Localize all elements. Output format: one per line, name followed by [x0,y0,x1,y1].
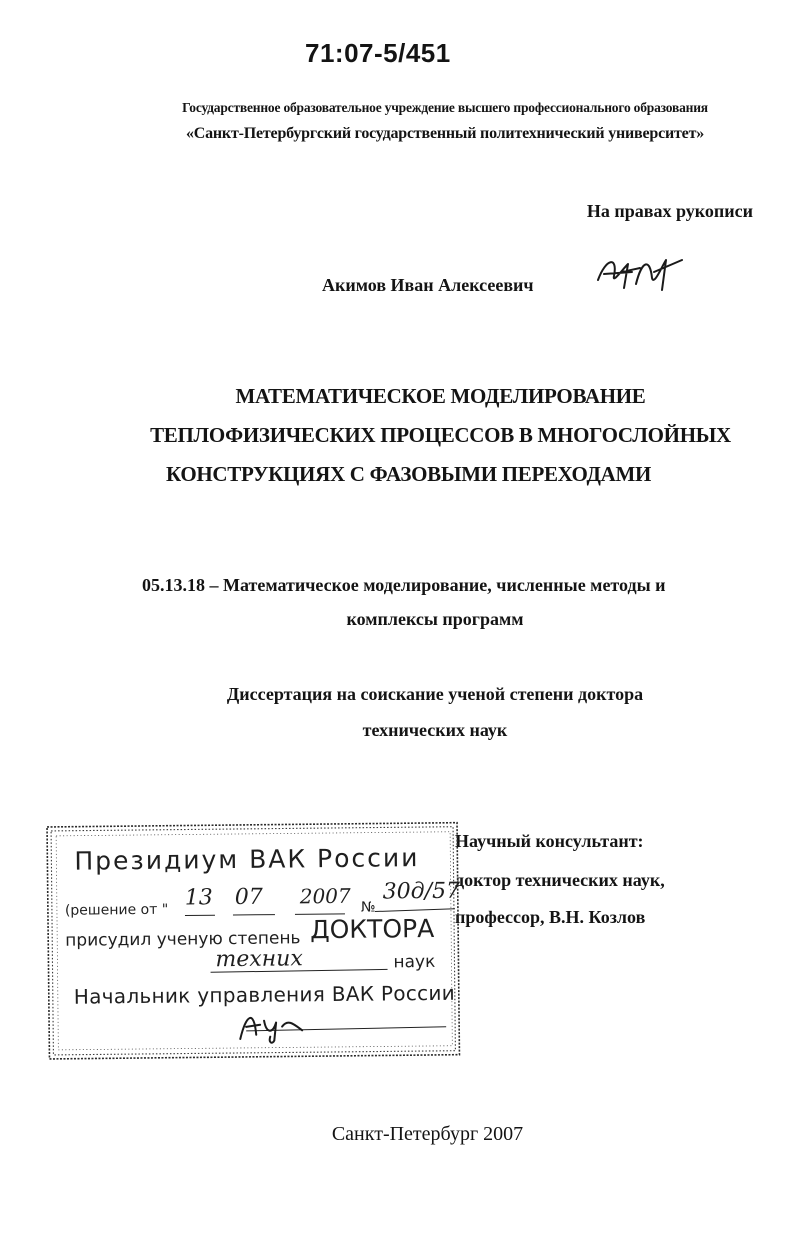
stamp-header: Президиум ВАК России [74,843,420,876]
thesis-title-line-2: ТЕПЛОФИЗИЧЕСКИХ ПРОЦЕССОВ В МНОГОСЛОЙНЫХ [150,423,731,447]
stamp-date-day: 13 [184,885,213,911]
institution-line-2: «Санкт-Петербургский государственный политехнический университет» [185,125,705,142]
stamp-decision-label: (решение от " [64,901,169,919]
thesis-title-line-3: КОНСТРУКЦИЯХ С ФАЗОВЫМИ ПЕРЕХОДАМИ [165,462,652,486]
archive-number: 71:07-5/451 [305,38,451,68]
vak-stamp [44,819,467,1065]
stamp-date-month: 07 [234,884,263,911]
stamp-awarded-label: присудил ученую степень [65,928,301,951]
author-name: Акимов Иван Алексеевич [322,275,534,295]
thesis-title-line-1: МАТЕМАТИЧЕСКОЕ МОДЕЛИРОВАНИЕ [235,384,646,408]
stamp-head-signature [236,1004,306,1045]
specialty-line-2: комплексы программ [346,609,524,629]
manuscript-rights-label: На правах рукописи [586,201,753,221]
advisor-degree: доктор технических наук, [455,870,665,890]
stamp-number-label: № [360,899,376,916]
dissertation-line-1: Диссертация на соискание ученой степени доктора [226,684,644,704]
city-year: Санкт-Петербург 2007 [331,1123,524,1145]
author-signature [592,250,688,296]
stamp-degree-value: ДОКТОРА [309,913,435,945]
advisor-title: Научный консультант: [455,831,644,851]
stamp-date-year: 2007 [299,883,351,909]
stamp-sciences-label: наук [393,951,436,973]
institution-line-1: Государственное образовательное учреждение высшего профессионального образования [182,100,708,115]
stamp-field-value: техних [215,946,303,973]
stamp-number-value: 30д/57 [382,878,461,905]
advisor-name: профессор, В.Н. Козлов [455,907,646,927]
stamp-head-label: Начальник управления ВАК России [73,980,456,1009]
dissertation-line-2: технических наук [362,720,508,740]
specialty-line-1: 05.13.18 – Математическое моделирование, численные методы и [142,575,666,595]
